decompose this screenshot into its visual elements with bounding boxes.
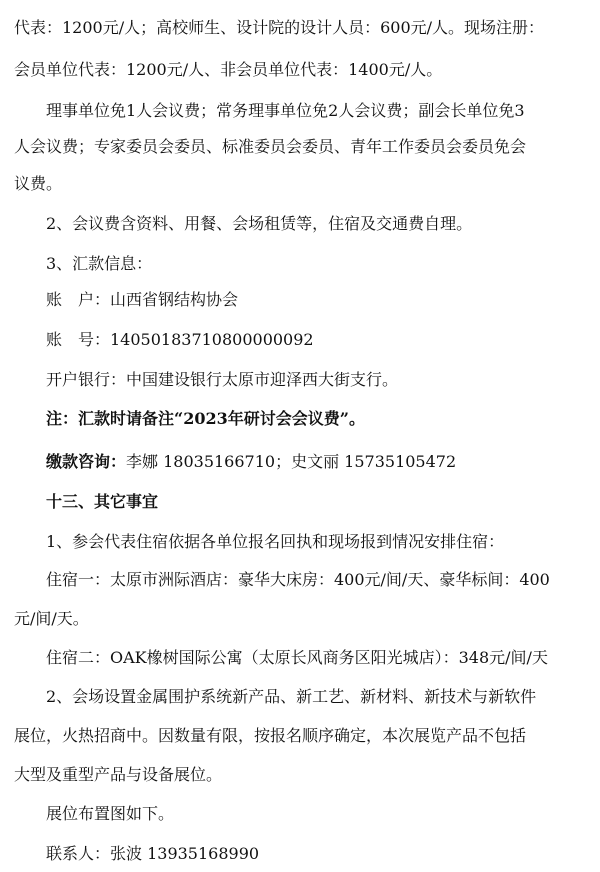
payment-inquiry-label: 缴款咨询：	[46, 452, 127, 471]
text-line: 住宿一：太原市洲际酒店：豪华大床房：400元/间/天、豪华标间：400	[46, 570, 550, 589]
text-line: 账 户：山西省钢结构协会	[46, 290, 239, 309]
payment-inquiry-value: 李娜 18035166710；史文丽 15735105472	[126, 452, 457, 471]
text-line: 会员单位代表：1200元/人、非会员单位代表：1400元/人。	[14, 60, 443, 79]
text-line: 账 号：14050183710800000092	[46, 330, 314, 349]
text-line: 元/间/天。	[14, 609, 89, 628]
text-line: 展位，火热招商中。因数量有限，按报名顺序确定，本次展览产品不包括	[14, 726, 527, 745]
text-line: 代表：1200元/人；高校师生、设计院的设计人员：600元/人。现场注册：	[14, 18, 545, 37]
text-line: 住宿二：OAK橡树国际公寓（太原长风商务区阳光城店）：348元/间/天	[46, 648, 548, 667]
note-line: 注：汇款时请备注“2023年研讨会会议费”。	[46, 409, 365, 428]
text-line: 2、会场设置金属围护系统新产品、新工艺、新材料、新技术与新软件	[46, 687, 537, 706]
text-line: 3、汇款信息：	[46, 254, 153, 273]
text-line: 展位布置图如下。	[46, 804, 175, 823]
text-line: 议费。	[14, 174, 63, 193]
text-line: 大型及重型产品与设备展位。	[14, 765, 223, 784]
section-heading: 十三、其它事宜	[46, 492, 159, 511]
text-line: 开户银行：中国建设银行太原市迎泽西大街支行。	[46, 370, 399, 389]
text-line: 1、参会代表住宿依据各单位报名回执和现场报到情况安排住宿：	[46, 532, 505, 551]
text-line: 理事单位免1人会议费；常务理事单位免2人会议费；副会长单位免3	[46, 101, 525, 120]
contact-line: 联系人：张波 13935168990	[46, 844, 260, 863]
payment-inquiry-line	[46, 452, 600, 472]
text-line: 人会议费；专家委员会委员、标准委员会委员、青年工作委员会委员免会	[14, 137, 527, 156]
text-line: 2、会议费含资料、用餐、会场租赁等，住宿及交通费自理。	[46, 214, 473, 233]
